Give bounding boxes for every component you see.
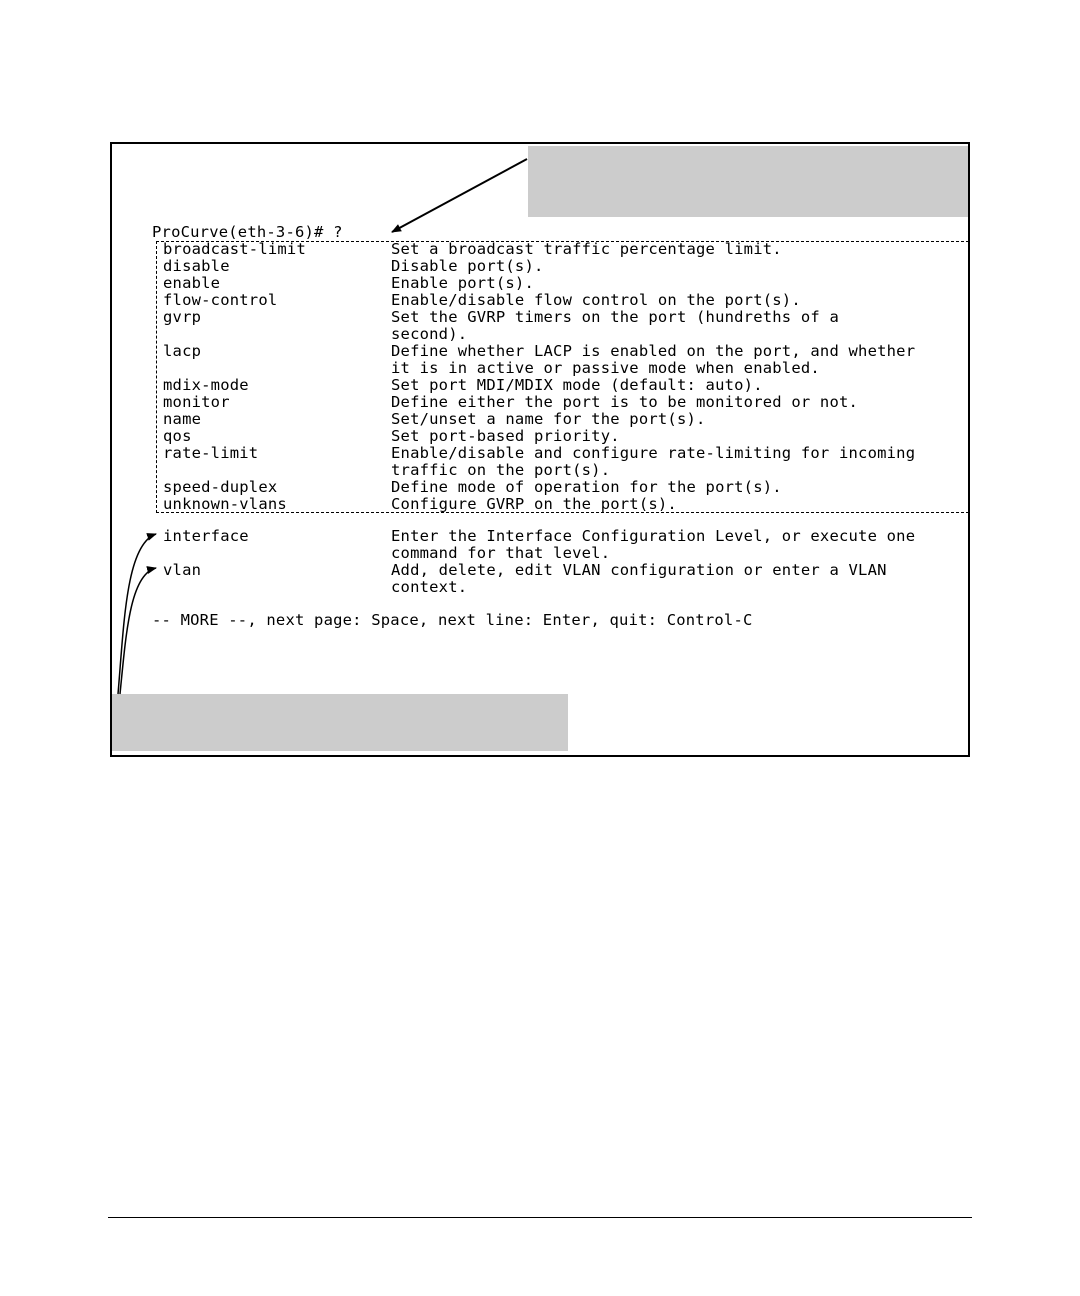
context-command: flow-control bbox=[163, 291, 278, 309]
context-command: mdix-mode bbox=[163, 376, 249, 394]
context-command-description: Enable/disable and configure rate-limiting for incoming bbox=[391, 444, 916, 462]
context-command: enable bbox=[163, 274, 221, 292]
global-command-description: Add, delete, edit VLAN configuration or enter a VLAN bbox=[391, 561, 887, 579]
context-command: monitor bbox=[163, 393, 230, 411]
context-command: qos bbox=[163, 427, 192, 445]
context-command: lacp bbox=[163, 342, 202, 360]
context-command-description: second). bbox=[391, 325, 468, 343]
context-command-description: Configure GVRP on the port(s). bbox=[391, 495, 677, 513]
context-command: gvrp bbox=[163, 308, 202, 326]
context-command-description: Set the GVRP timers on the port (hundreths of a bbox=[391, 308, 839, 326]
context-command: disable bbox=[163, 257, 230, 275]
context-command: broadcast-limit bbox=[163, 240, 306, 258]
context-command: speed-duplex bbox=[163, 478, 278, 496]
global-command-description: Enter the Interface Configuration Level, or execute one bbox=[391, 527, 916, 545]
context-command-description: Set/unset a name for the port(s). bbox=[391, 410, 706, 428]
footer-rule bbox=[108, 1217, 972, 1218]
context-command: name bbox=[163, 410, 202, 428]
context-command-description: Define mode of operation for the port(s). bbox=[391, 478, 782, 496]
context-command-description: traffic on the port(s). bbox=[391, 461, 611, 479]
global-command-description: context. bbox=[391, 578, 468, 596]
context-command-description: Enable/disable flow control on the port(s). bbox=[391, 291, 801, 309]
context-command-description: Set port-based priority. bbox=[391, 427, 620, 445]
global-command: interface bbox=[163, 527, 249, 545]
cli-prompt: ProCurve(eth-3-6)# ? bbox=[152, 223, 343, 241]
context-command-description: Enable port(s). bbox=[391, 274, 534, 292]
screenshot-figure bbox=[110, 142, 970, 757]
context-command: unknown-vlans bbox=[163, 495, 287, 513]
context-command-description: Disable port(s). bbox=[391, 257, 544, 275]
context-command-description: it is in active or passive mode when enabled. bbox=[391, 359, 820, 377]
terminal-output bbox=[112, 144, 968, 755]
global-command: vlan bbox=[163, 561, 202, 579]
context-command-description: Set a broadcast traffic percentage limit. bbox=[391, 240, 782, 258]
context-command: rate-limit bbox=[163, 444, 259, 462]
context-command-description: Define either the port is to be monitored or not. bbox=[391, 393, 859, 411]
context-command-description: Set port MDI/MDIX mode (default: auto). bbox=[391, 376, 763, 394]
context-command-description: Define whether LACP is enabled on the port, and whether bbox=[391, 342, 916, 360]
global-command-description: command for that level. bbox=[391, 544, 611, 562]
more-prompt: -- MORE --, next page: Space, next line: Enter, quit: Control-C bbox=[152, 611, 753, 629]
